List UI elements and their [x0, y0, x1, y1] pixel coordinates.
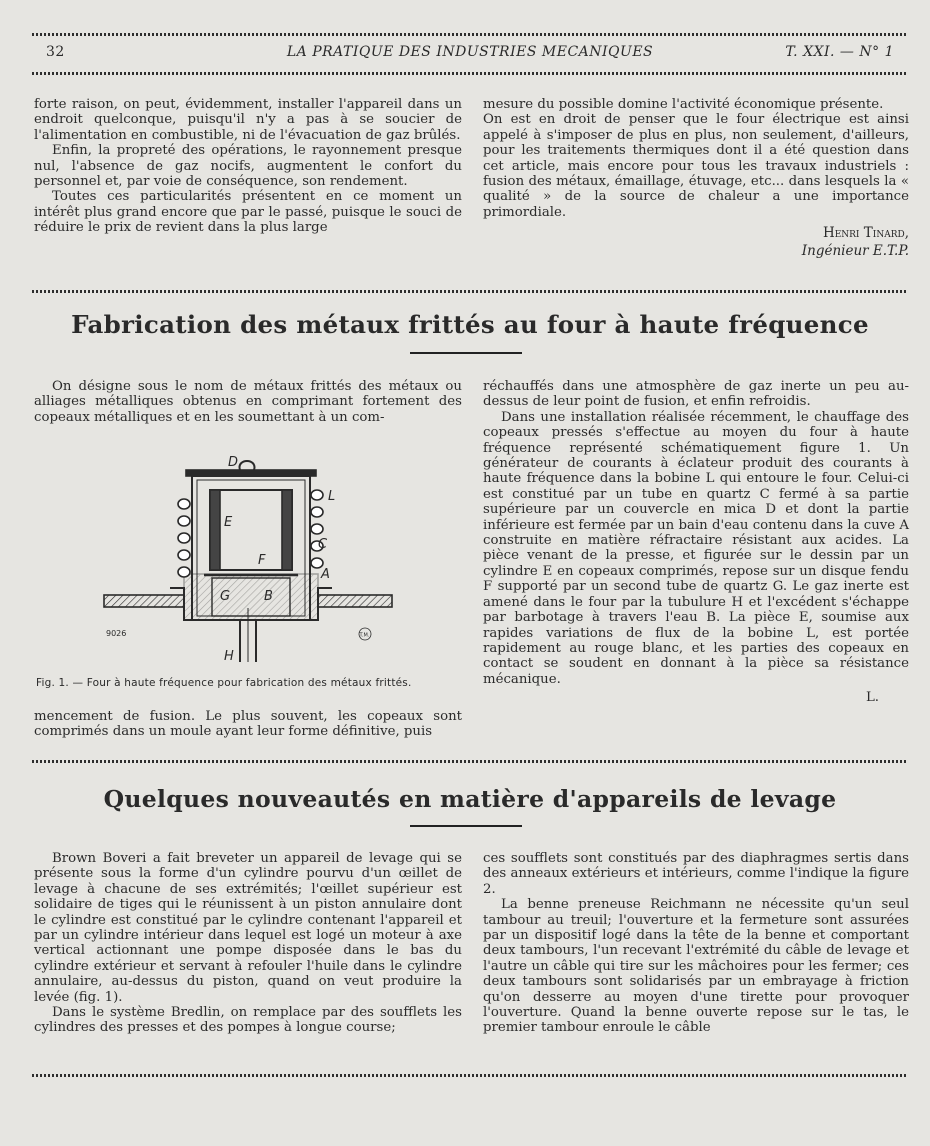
article2-left-column	[34, 851, 462, 1036]
coil-l-left	[178, 499, 190, 577]
base-plate-left	[104, 595, 184, 607]
workpiece-wall	[210, 490, 220, 570]
section-divider	[32, 760, 908, 763]
paragraph: Enfin, la propreté des opérations, le rayonnement presque nul, l'absence de gaz nocifs, augmentent le confort du personnel et, par voie de conséquence, son rendement.	[34, 143, 462, 190]
label-g: G	[220, 589, 231, 604]
water-bath	[184, 574, 318, 620]
label-c: C	[318, 537, 328, 552]
volume-number: T. XXI. — N° 1	[785, 44, 894, 60]
paragraph: ces soufflets sont constitués par des diaphragmes sertis dans des anneaux extérieurs et intérieurs, comme l'indique la figure 2.	[483, 851, 909, 897]
article-signature: L.	[865, 690, 879, 706]
workpiece-wall	[282, 490, 292, 570]
paragraph: On désigne sous le nom de métaux frittés des métaux ou alliages métalliques obtenus en comprimant fortement des copeaux métalliques et en les soumettant à un com-	[34, 379, 462, 425]
journal-title: LA PRATIQUE DES INDUSTRIES MECANIQUES	[286, 44, 654, 60]
workpiece-e	[210, 490, 292, 570]
author-name: Henri Tinard,	[822, 225, 909, 242]
paragraph: réchauffés dans une atmosphère de gaz inerte un peu au-dessus de leur point de fusion, et enfin refroidis.	[483, 379, 909, 410]
engraver-stamp-text: T.M.	[359, 632, 370, 639]
paragraph: La benne preneuse Reichmann ne nécessite qu'un seul tambour au treuil; l'ouverture et la fermeture sont assurées par un dispositif logé dans la tête de la benne et comportant deux tambours, l'un recevant l'extrémité du câble de levage et l'autre un câble qui tire sur les mâchoires pour les fermer; ces deux tambours sont solidarisés par un embrayage à friction qu'on desserre au moyen d'une tirette pour provoquer l'ouverture. Quand la benne ouverte repose sur le tas, le premier tambour enroule le câble	[483, 897, 909, 1036]
paragraph: forte raison, on peut, évidemment, installer l'appareil dans un endroit quelconque, puisqu'il n'y a pas à se soucier de l'alimentation en combustible, ni de l'évacuation de gaz brûlés.	[34, 97, 462, 143]
prev-article-left-column	[34, 97, 462, 236]
paragraph: Dans une installation réalisée récemment, le chauffage des copeaux pressés s'effectue au moyen du four à haute fréquence représenté schématiquement figure 1. Un générateur de courants à éclateur produit des courants à haute fréquence dans la bobine L qui entoure le four. Celui-ci est constitué par un tube en quartz C fermé à sa partie supérieure par un couvercle en mica D et dont la partie inférieure est fermée par un bain d'eau contenu dans la cuve A construite en matière réfractaire résistant aux acides. La pièce venant de la presse, et figurée sur le dessin par un cylindre E en copeaux comprimés, repose sur un disque fendu F supporté par un second tube de quartz G. Le gaz inerte est amené dans le four par la tubulure H et l'excédent s'échappe par barbotage à travers l'eau B. La pièce E, soumise aux rapides variations de flux de la bobine L, est portée rapidement au rouge blanc, et les parties des copeaux en contact se soudent en donnant à la pièce sa résistance mécanique.	[483, 409, 909, 687]
page-number: 32	[46, 44, 65, 60]
paragraph: mencement de fusion. Le plus souvent, les copeaux sont comprimés dans un moule ayant leur forme définitive, puis	[34, 709, 462, 740]
author-title: Ingénieur E.T.P.	[801, 243, 909, 260]
article-title: Quelques nouveautés en matière d'appareils de levage	[103, 785, 837, 813]
furnace-diagram	[100, 448, 400, 668]
title-underline	[410, 825, 522, 827]
plate-number: 9026	[106, 629, 127, 638]
footer-rule	[32, 1074, 908, 1077]
header-top-rule	[32, 33, 908, 36]
paragraph: Toutes ces particularités présentent en ce moment un intérêt plus grand encore que par le passé, puisque le souci de réduire le prix de revient dans la plus large	[34, 189, 462, 236]
label-d: D	[228, 455, 239, 470]
label-e: E	[224, 515, 233, 530]
base-plate-right	[318, 595, 392, 607]
paragraph: On est en droit de penser que le four électrique est ainsi appelé à s'imposer de plus en plus, non seulement, d'ailleurs, pour les traitements thermiques dont il a été question dans cet article, mais encore pour tous les travaux industriels : fusion des métaux, émaillage, étuvage, etc... dans lesquels la « qualité » de la source de chaleur a une importance primordiale.	[483, 112, 909, 220]
article2-right-column	[483, 851, 909, 1036]
article1-right-column	[483, 379, 909, 706]
running-header	[32, 44, 908, 64]
title-underline	[410, 352, 522, 354]
article1-left-continuation	[34, 709, 462, 740]
label-l: L	[328, 489, 336, 504]
paragraph: Brown Boveri a fait breveter un appareil de levage qui se présente sous la forme d'un cylindre pourvu d'un œillet de levage à chacune de ses extrémités; l'œillet supérieur est solidaire de tiges qui le réunissent à un piston annulaire dont le cylindre est constitué par le cylindre contenant l'appareil et par un cylindre intérieur dans lequel est logé un moteur à axe vertical actionnant une pompe disposée dans le bas du cylindre extérieur et servant à refouler l'huile dans le cylindre annulaire, au-dessus du piston, quand on veut produire la levée (fig. 1).	[34, 851, 462, 1005]
lid-knob	[240, 461, 255, 470]
label-h: H	[224, 649, 234, 664]
prev-article-right-column	[483, 97, 909, 260]
section-divider	[32, 290, 908, 293]
article-title: Fabrication des métaux frittés au four à haute fréquence	[71, 310, 869, 339]
paragraph: mesure du possible domine l'activité économique présente.	[483, 97, 884, 112]
header-bottom-rule	[32, 72, 908, 75]
author-signature	[483, 224, 909, 260]
figure-caption: Fig. 1. — Four à haute fréquence pour fabrication des métaux frittés.	[36, 677, 412, 689]
mica-lid-d	[186, 470, 316, 476]
label-f: F	[258, 553, 266, 568]
label-b: B	[264, 589, 273, 604]
paragraph: Dans le système Bredlin, on remplace par des soufflets les cylindres des presses et des pompes à longue course;	[34, 1005, 462, 1036]
article1-left-intro	[34, 379, 462, 425]
coil-l-right	[311, 490, 323, 568]
label-a: A	[321, 567, 330, 582]
